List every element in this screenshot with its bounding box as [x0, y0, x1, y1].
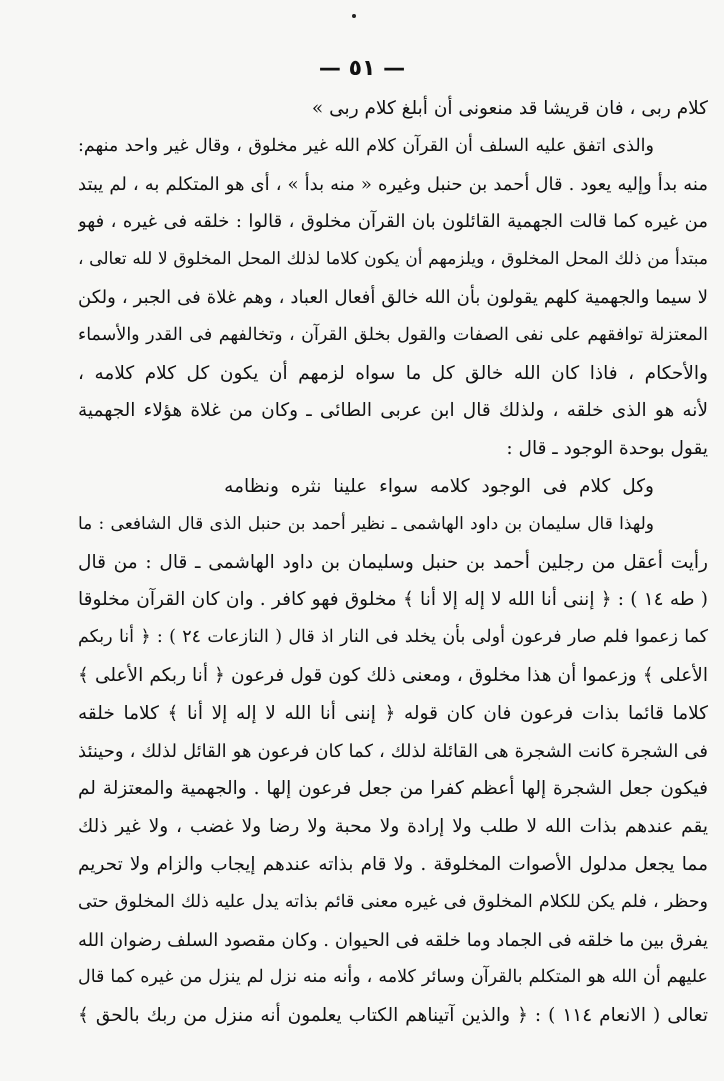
text-line: الأعلى ﴾ وزعموا أن هذا مخلوق ، ومعنى ذلك كون قول فرعون ﴿ أنا ربكم الأعلى ﴾ [78, 664, 708, 686]
text-line: منه بدأ وإليه يعود . قال أحمد بن حنبل وغيره « منه بدأ » ، أى هو المتكلم به ، لم يبتد [78, 173, 708, 195]
text-line: يفرق بين ما خلقه فى الجماد وما خلقه فى الحيوان . وكان مقصود السلف رضوان الله [78, 929, 708, 951]
text-line: مبتدأ من ذلك المحل المخلوق ، ويلزمهم أن يكون كلاما لذلك المحل المخلوق لا لله تعالى ، [78, 249, 708, 270]
text-line: لا سيما والجهمية كلهم يقولون بأن الله خالق أفعال العباد ، وهم غلاة فى الجبر ، ولكن [78, 286, 708, 308]
text-line: فيكون جعل الشجرة إلها أعظم كفرا من جعل فرعون إلها . والجهمية والمعتزلة لم [78, 778, 708, 800]
text-line: ولهذا قال سليمان بن داود الهاشمى ـ نظير أحمد بن حنبل الذى قال الشافعى : ما [78, 513, 654, 534]
text-line: عليهم أن الله هو المتكلم بالقرآن وسائر كلامه ، وأنه منه نزل لم ينزل من غيره كما قال [78, 967, 708, 988]
text-line: كلاما قائما بذات فرعون فان كان قوله ﴿ إننى أنا الله لا إله إلا أنا ﴾ كلاما خلقه [78, 702, 708, 724]
text-line: مما يجعل مدلول الأصوات المخلوقة . ولا قام بذاته عندهم إيجاب والزام ولا تحريم [78, 853, 708, 875]
text-line: والذى اتفق عليه السلف أن القرآن كلام الله غير مخلوق ، وقال غير واحد منهم: [78, 135, 654, 156]
page-number: — ٥١ — [318, 56, 406, 81]
text-line: يقم عندهم بذات الله لا طلب ولا إرادة ولا محبة ولا رضا ولا غضب ، ولا غير ذلك [78, 816, 708, 838]
text-line: المعتزلة توافقهم على نفى الصفات والقول بخلق القرآن ، وتخالفهم فى القدر والأسماء [78, 324, 708, 345]
top-mark [352, 14, 356, 18]
text-line: كلام ربى ، فان قريشا قد منعونى أن أبلغ كلام ربى » [311, 98, 708, 119]
text-line: فى الشجرة كانت الشجرة هى القائلة لذلك ، كما كان فرعون هو القائل لذلك ، وحينئذ [78, 740, 708, 762]
text-line: من غيره كما قالت الجهمية القائلون بان القرآن مخلوق ، قالوا : خلقه فى غيره ، فهو [78, 211, 708, 233]
page-body [78, 90, 708, 1035]
text-line: وحظر ، فلم يكن للكلام المخلوق فى غيره معنى قائم بذاته يدل عليه ذلك المخلوق حتى [78, 891, 708, 912]
text-line: رأيت أعقل من رجلين أحمد بن حنبل وسليمان بن داود الهاشمى ـ قال : من قال [78, 551, 708, 573]
text-line: كما زعموا فلم صار فرعون أولى بأن يخلد فى النار اذ قال ( النازعات ٢٤ ) : ﴿ أنا ربكم [78, 627, 708, 648]
text-line: ( طه ١٤ ) : ﴿ إننى أنا الله لا إله إلا أنا ﴾ مخلوق فهو كافر . وان كان القرآن مخلوقا [78, 589, 708, 611]
text-line: لأنه هو الذى خلقه ، ولذلك قال ابن عربى الطائى ـ وكان من غلاة هؤلاء الجهمية [78, 400, 708, 422]
text-line: يقول بوحدة الوجود ـ قال : [506, 438, 708, 460]
verse-line: وكل كلام فى الوجود كلامه سواء علينا نثره ونظامه [224, 475, 654, 497]
text-line: تعالى ( الانعام ١١٤ ) : ﴿ والذين آتيناهم الكتاب يعلمون أنه منزل من ربك بالحق ﴾ [78, 1005, 708, 1027]
text-line: والأحكام ، فاذا كان الله خالق كل ما سواه لزمهم أن يكون كل كلام كلامه ، [78, 362, 708, 384]
